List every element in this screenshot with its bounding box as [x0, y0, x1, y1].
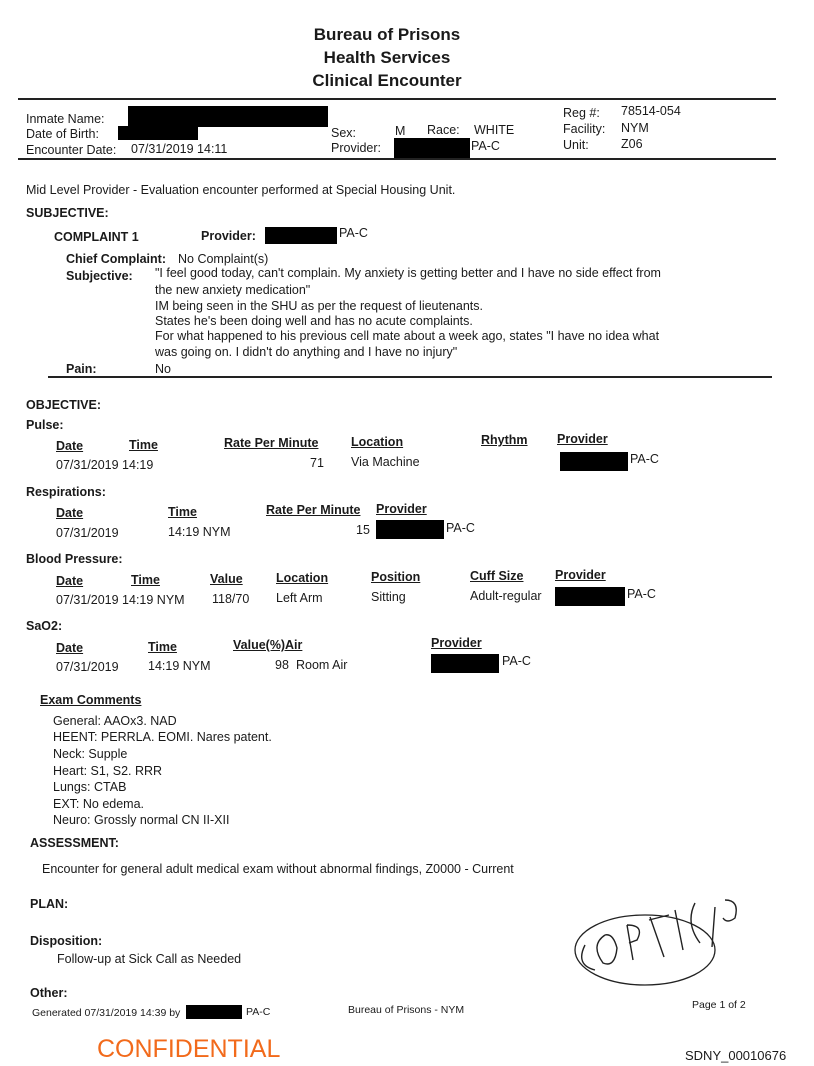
redaction — [431, 654, 499, 673]
assessment-heading: ASSESSMENT: — [30, 836, 119, 850]
exam-line: EXT: No edema. — [53, 797, 145, 811]
generated-text: Generated 07/31/2019 14:39 by — [32, 1007, 181, 1019]
col-header: Rate Per Minute — [224, 436, 319, 450]
col-header: Air — [285, 638, 303, 652]
complaint-label: COMPLAINT 1 — [54, 230, 139, 244]
inmate-name-label: Inmate Name: — [26, 112, 105, 126]
col-header: Provider — [376, 502, 427, 516]
col-header: Cuff Size — [470, 569, 524, 583]
col-header: Value(%) — [233, 638, 286, 652]
col-header: Rate Per Minute — [266, 503, 361, 517]
col-header: Time — [148, 640, 177, 654]
encounter-date-label: Encounter Date: — [26, 143, 117, 157]
exam-line: Neuro: Grossly normal CN II-XII — [53, 813, 230, 827]
redaction — [128, 106, 328, 127]
col-header: Time — [131, 573, 160, 587]
col-header: Provider — [557, 432, 608, 446]
pulse-location: Via Machine — [351, 455, 420, 469]
assessment-text: Encounter for general adult medical exam without abnormal findings, Z0000 - Current — [42, 862, 514, 876]
confidential-label: CONFIDENTIAL — [97, 1035, 281, 1063]
divider — [18, 98, 776, 100]
pain-label: Pain: — [66, 362, 97, 376]
unit: Z06 — [621, 137, 643, 151]
col-header: Value — [210, 572, 243, 586]
exam-line: HEENT: PERRLA. EOMI. Nares patent. — [53, 730, 272, 744]
exam-line: Heart: S1, S2. RRR — [53, 764, 163, 778]
subjective-line: States he's been doing well and has no acute complaints. — [155, 314, 473, 328]
col-header: Date — [56, 506, 84, 520]
sao2-date: 07/31/2019 — [56, 660, 119, 674]
pulse-label: Pulse: — [26, 418, 64, 432]
provider-label: Provider: — [331, 141, 382, 155]
subjective-line: For what happened to his previous cell mate about a week ago, states "I have no idea what — [155, 329, 660, 343]
col-header: Date — [56, 641, 84, 655]
resp-provider: PA-C — [446, 521, 475, 535]
exam-line: Neck: Supple — [53, 747, 128, 761]
pulse-provider: PA-C — [630, 452, 659, 466]
subjective-line: the new anxiety medication" — [155, 283, 311, 297]
complaint-provider-suffix: PA-C — [339, 226, 368, 240]
sex-label: Sex: — [331, 126, 357, 140]
resp-date: 07/31/2019 — [56, 526, 119, 540]
other-label: Other: — [30, 986, 68, 1000]
bates-number: SDNY_00010676 — [685, 1048, 787, 1063]
bp-location: Left Arm — [276, 591, 323, 605]
sao2-air: Room Air — [296, 658, 348, 672]
bp-datetime: 07/31/2019 14:19 NYM — [56, 593, 185, 607]
redaction — [394, 138, 470, 159]
facility-label: Facility: — [563, 122, 606, 136]
bp-position: Sitting — [371, 590, 406, 604]
reg-label: Reg #: — [563, 106, 600, 120]
col-header: Date — [56, 439, 84, 453]
disposition-text: Follow-up at Sick Call as Needed — [57, 952, 242, 966]
respirations-label: Respirations: — [26, 485, 106, 499]
subjective-label: Subjective: — [66, 269, 133, 283]
sex: M — [395, 124, 406, 138]
resp-time: 14:19 NYM — [168, 525, 231, 539]
redaction — [376, 520, 444, 539]
bp-label: Blood Pressure: — [26, 552, 123, 566]
subjective-line: IM being seen in the SHU as per the request of lieutenants. — [155, 299, 483, 313]
divider — [18, 158, 776, 160]
objective-heading: OBJECTIVE: — [26, 398, 102, 412]
footer-center: Bureau of Prisons - NYM — [348, 1004, 465, 1016]
col-header: Location — [351, 435, 404, 449]
pulse-datetime: 07/31/2019 14:19 — [56, 458, 154, 472]
disposition-label: Disposition: — [30, 934, 103, 948]
divider — [48, 376, 772, 378]
col-header: Date — [56, 574, 84, 588]
exam-comments-heading: Exam Comments — [40, 693, 142, 707]
sao2-provider: PA-C — [502, 654, 531, 668]
title-line-1: Bureau of Prisons — [313, 25, 461, 44]
pain-value: No — [155, 362, 171, 376]
plan-heading: PLAN: — [30, 897, 69, 911]
col-header: Location — [276, 571, 329, 585]
redaction — [560, 452, 628, 471]
title-line-3: Clinical Encounter — [312, 71, 462, 90]
col-header: Provider — [555, 568, 606, 582]
sao2-time: 14:19 NYM — [148, 659, 211, 673]
dob-label: Date of Birth: — [26, 127, 99, 141]
unit-label: Unit: — [563, 138, 589, 152]
sao2-label: SaO2: — [26, 619, 63, 633]
subjective-line: "I feel good today, can't complain. My anxiety is getting better and I have no side effect from — [155, 266, 661, 280]
redaction — [186, 1005, 242, 1019]
sao2-value: 98 — [275, 658, 289, 672]
redaction — [555, 587, 625, 606]
complaint-provider-label: Provider: — [201, 229, 256, 243]
col-header: Provider — [431, 636, 482, 650]
resp-rate: 15 — [356, 523, 370, 537]
subjective-heading: SUBJECTIVE: — [26, 206, 109, 220]
col-header: Position — [371, 570, 421, 584]
title-line-2: Health Services — [323, 48, 451, 67]
chief-complaint: No Complaint(s) — [178, 252, 269, 266]
exam-line: Lungs: CTAB — [53, 780, 127, 794]
facility: NYM — [621, 121, 649, 135]
reg-number: 78514-054 — [621, 104, 681, 118]
bp-value: 118/70 — [212, 592, 250, 606]
col-header: Time — [129, 438, 158, 452]
col-header: Time — [168, 505, 197, 519]
chief-complaint-label: Chief Complaint: — [66, 252, 166, 266]
encounter-date: 07/31/2019 14:11 — [131, 142, 228, 156]
bp-provider: PA-C — [627, 587, 656, 601]
generated-suffix: PA-C — [246, 1006, 271, 1018]
pulse-rate: 71 — [310, 456, 324, 470]
subjective-line: was going on. I didn't do anything and I have no injury" — [155, 345, 458, 359]
page-number: Page 1 of 2 — [692, 999, 746, 1011]
provider-suffix: PA-C — [471, 139, 500, 153]
race-label: Race: — [427, 123, 460, 137]
copy-stamp — [565, 895, 755, 990]
race: WHITE — [474, 123, 515, 137]
exam-line: General: AAOx3. NAD — [53, 714, 177, 728]
redaction — [265, 227, 337, 244]
redaction — [118, 126, 198, 140]
intro-text: Mid Level Provider - Evaluation encounter performed at Special Housing Unit. — [26, 183, 456, 197]
col-header: Rhythm — [481, 433, 528, 447]
bp-cuff: Adult-regular — [470, 589, 542, 603]
